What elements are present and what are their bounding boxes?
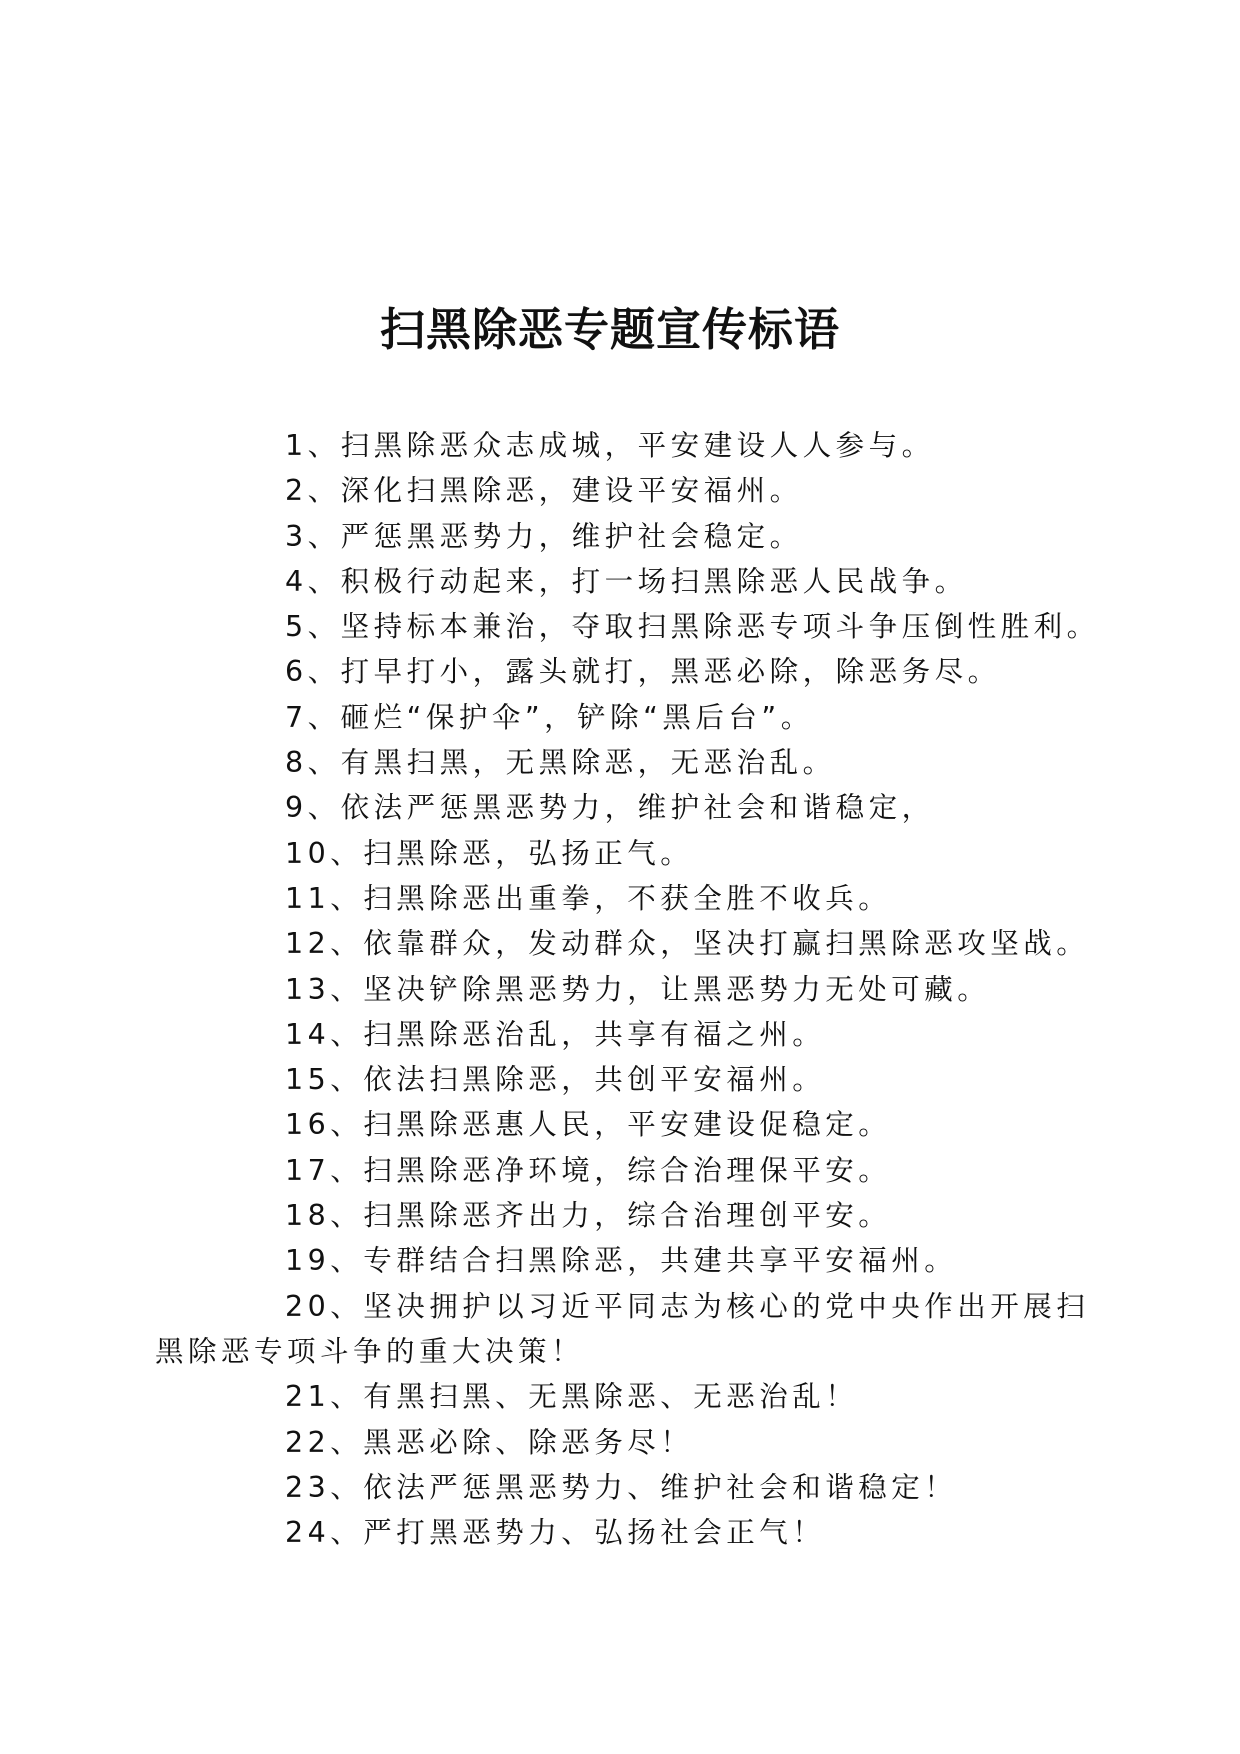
document-title: 扫黑除恶专题宣传标语	[379, 303, 840, 356]
slogan-item-13: 13、坚决铲除黑恶势力，让黑恶势力无处可藏。	[285, 972, 991, 1006]
slogan-item-7: 7、砸烂“保护伞”，铲除“黑后台”。	[285, 700, 814, 734]
slogan-item-9: 9、依法严惩黑恶势力，维护社会和谐稳定，	[285, 791, 935, 825]
slogan-item-10: 10、扫黑除恶，弘扬正气。	[285, 836, 694, 870]
slogan-item-11: 11、扫黑除恶出重拳，不获全胜不收兵。	[285, 881, 892, 915]
slogan-item-12: 12、依靠群众，发动群众，坚决打赢扫黑除恶攻坚战。	[285, 927, 1090, 961]
slogan-item-20: 20、坚决拥护以习近平同志为核心的党中央作出开展扫黑除恶专项斗争的重大决策！	[155, 1289, 1090, 1368]
slogan-item-4: 4、积极行动起来，打一场扫黑除恶人民战争。	[285, 564, 968, 598]
slogan-item-21: 21、有黑扫黑、无黑除恶、无恶治乱！	[285, 1380, 859, 1414]
slogan-item-16: 16、扫黑除恶惠人民，平安建设促稳定。	[285, 1108, 892, 1142]
slogan-item-3: 3、严惩黑恶势力，维护社会稳定。	[285, 519, 803, 553]
slogan-item-15: 15、依法扫黑除恶，共创平安福州。	[285, 1063, 826, 1097]
slogan-item-23: 23、依法严惩黑恶势力、维护社会和谐稳定！	[285, 1470, 958, 1504]
slogan-item-14: 14、扫黑除恶治乱，共享有福之州。	[285, 1017, 826, 1051]
slogan-item-6: 6、打早打小，露头就打，黑恶必除，除恶务尽。	[285, 655, 1001, 689]
slogan-item-19: 19、专群结合扫黑除恶，共建共享平安福州。	[285, 1244, 958, 1278]
slogan-item-17: 17、扫黑除恶净环境，综合治理保平安。	[285, 1153, 892, 1187]
slogan-item-8: 8、有黑扫黑，无黑除恶，无恶治乱。	[285, 746, 836, 780]
slogan-item-5: 5、坚持标本兼治，夺取扫黑除恶专项斗争压倒性胜利。	[285, 610, 1100, 644]
slogan-item-2: 2、深化扫黑除恶，建设平安福州。	[285, 474, 803, 508]
slogan-item-18: 18、扫黑除恶齐出力，综合治理创平安。	[285, 1199, 892, 1233]
slogan-list	[155, 423, 1105, 1555]
slogan-item-1: 1、扫黑除恶众志成城，平安建设人人参与。	[285, 429, 935, 462]
slogan-item-22: 22、黑恶必除、除恶务尽！	[285, 1425, 694, 1459]
slogan-item-24: 24、严打黑恶势力、弘扬社会正气！	[285, 1516, 826, 1550]
